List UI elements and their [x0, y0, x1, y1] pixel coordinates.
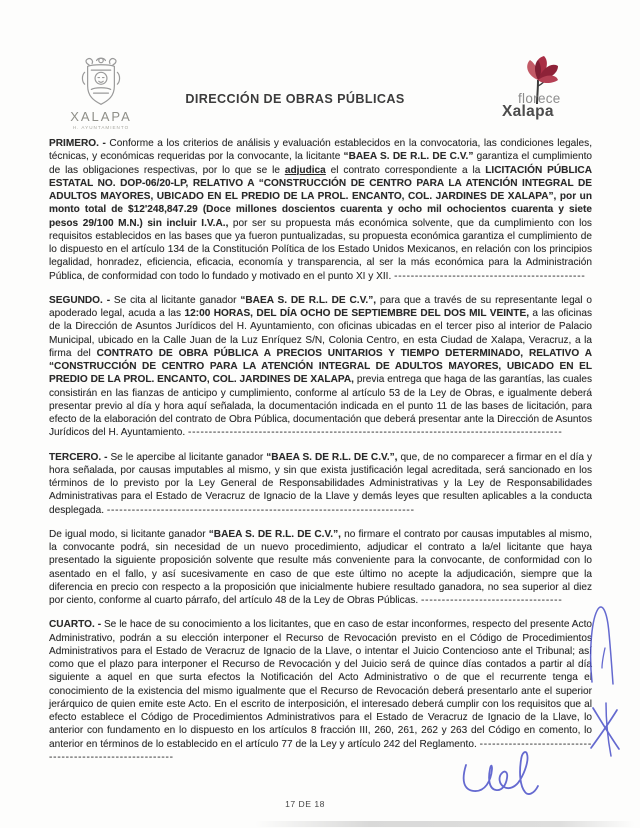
dash-filler: --------------------------------------------------------------------------: [106, 504, 415, 516]
crest-wordmark: XALAPA: [70, 109, 132, 124]
dash-filler: ----------------------------------: [421, 595, 563, 606]
paragraph: [49, 294, 592, 440]
text-run: De igual modo, si licitante ganador: [49, 528, 209, 540]
dash-filler: ---------------------------------------------------------: [49, 738, 592, 763]
text-run: “BAEA S. DE R.L. DE C.V.”,: [208, 528, 341, 540]
text-run: Se le hace de su conocimiento a los licitantes, que en caso de estar inconformes, respecto del presente Acto Administrativo, podrán a su elección interponer el Recurso de Revocación previsto en el Código de Procedimientos Administrativos para el Estado de Veracruz de Ignacio de la Llave, o intentar el Juicio Contencioso ante el Tribunal; así como que el plazo para interponer el Recurso de Revocación y del Juicio será de quince días contados a partir al día siguiente a aquel en que surta efectos la Notificación del Acto Administrativo o de que el recurrente tenga el conocimiento de la existencia del mismo igualmente que el Recurso de Revocación deberá presentarlo ante el superior jerárquico de quien emite este Acto. En el escrito de interposición, el interesado deberá cumplir con los requisitos que al efecto establece el Código de Procedimientos Administrativos para el Estado de Veracruz de Ignacio de la Llave, lo anterior con fundamento en lo dispuesto en los artículos 8 fracción III, 260, 261, 262 y 263 del Código en comento, lo anterior en términos de lo establecido en el artículo 77 de la Ley y artículo 242 del Reglamento.: [49, 619, 592, 750]
paragraph: [49, 618, 592, 764]
text-run: “BAEA S. DE R.L. DE C.V.”: [343, 151, 474, 163]
text-run: adjudica: [284, 164, 326, 176]
x-pen-mark-icon: [591, 703, 619, 756]
xalapa-label: Xalapa: [502, 103, 554, 120]
xalapa-crest-logo: [58, 56, 144, 130]
text-run: PRIMERO. -: [49, 138, 110, 149]
document-body: [49, 137, 592, 775]
text-run: que, de no comparecer a firmar en el día y hora señalada, por causas imputables al mismo, y sin que exista justificación legal acreditada, será sancionado en los términos de lo previsto por la Ley General de Responsabilidades Administrativas y la Ley de Responsabilidades Administrativas para el Estado de Veracruz de Ignacio de la Llave y demás leyes que resulten aplicables a la conducta desplegada.: [49, 451, 593, 516]
page-title: DIRECCIÓN DE OBRAS PÚBLICAS: [185, 92, 405, 106]
text-run: Se le apercibe al licitante ganador: [110, 451, 267, 463]
text-run: 12:00 HORAS, DEL DÍA OCHO DE SEPTIEMBRE DEL DOS MIL VEINTE,: [184, 308, 529, 319]
text-run: por ser su propuesta más económica solvente, que da cumplimiento con los requisitos establecidos en las bases que ya fueron puntualizadas, su propuesta económica garantiza el cumplimiento de lo dispuesto en el artículo 134 de la Constitución Política de los Estado Unidos Mexicanos, en relación con los principios legalidad, honradez, eficiencia, eficacia, economía y transparencia, al ser la más económica para la Administración Pública, de conformidad con todo lo fundado y motivado en el punto XI y XII.: [49, 217, 592, 282]
paragraph: [49, 528, 592, 608]
scan-edge-artifact: [255, 821, 635, 827]
text-run: para que a través de su representante legal o apoderado legal, acuda a las: [49, 294, 592, 319]
text-run: no firmare el contrato por causas imputables al mismo, la convocante podrá, sin necesidad de un nuevo procedimiento, adjudicar el contrato a la/el licitante que haya presentado la siguiente proposición solvente que resulte más conveniente para la convocante, de conformidad con lo asentado en el fallo, y así sucesivamente en caso de que este último no acepte la adjudicación, siempre que la diferencia en precio con respecto a la proposición que inicialmente hubiere resultado ganadora, no sea superior al diez por ciento, conforme al cuarto párrafo, del artículo 48 de la Ley de Obras Públicas.: [49, 528, 593, 606]
paragraph: [49, 137, 592, 283]
page-number: 17 DE 18: [285, 799, 325, 809]
text-run: LICITACIÓN PÚBLICA ESTATAL NO. DOP-06/20-LP, RELATIVO A “CONSTRUCCIÓN DE CENTRO PARA LA ATENCIÓN INTEGRAL DE ADULTOS MAYORES, UBICADO EN EL PREDIO DE LA PROL. ENCANTO, COL. JARDINES DE XALAPA”, por un monto total de $12'248,847.29 (Doce millones doscientos cuarenta y ocho mil ochocientos cuarenta y siete pesos 29/100 M.N.) sin incluir I.V.A.,: [49, 164, 592, 229]
text-run: CONTRATO DE OBRA PÚBLICA A PRECIOS UNITARIOS Y TIEMPO DETERMINADO, RELATIVO A “CONSTRUCCIÓN DE CENTRO PARA LA ATENCIÓN INTEGRAL DE ADULTOS MAYORES, UBICADO EN EL PREDIO DE LA PROL. ENCANTO, COL. JARDINES DE XALAPA,: [49, 347, 592, 386]
text-run: previa entrega que haga de las garantías, las cuales consistirán en las fianzas de anticipo y cumplimiento, conforme al artículo 53 de la Ley de Obras, e igualmente deberá presentar previo al día y hora aquí señalada, la documentación indicada en el punto 11 de las bases de licitación, para efecto de la elaboración del contrato de Obra Pública, documentación que deberá presentar ante la Dirección de Asuntos Jurídicos del H. Ayuntamiento.: [49, 374, 592, 439]
text-run: TERCERO. -: [49, 451, 111, 463]
document-header: [0, 54, 640, 134]
coat-of-arms-icon: [78, 56, 124, 108]
text-run: “BAEA S. DE R.L. DE C.V.”,: [266, 451, 398, 463]
text-run: garantiza el cumplimiento de las obligaciones respectivas, por lo que se le: [49, 151, 592, 176]
florece-xalapa-logo: [498, 54, 598, 132]
text-run: SEGUNDO. -: [49, 294, 114, 306]
crest-subtitle: H. AYUNTAMIENTO: [72, 125, 130, 130]
text-run: “BAEA S. DE R.L. DE C.V.”,: [240, 294, 377, 306]
text-run: el contrato correspondiente a la: [325, 164, 486, 176]
text-run: Conforme a los criterios de análisis y evaluación establecidos en la convocatoria, las condiciones legales, técnicas, y económicas requeridas por la convocante, la licitante: [49, 138, 592, 163]
florece-label: florece: [518, 91, 561, 106]
text-run: a las oficinas de la Dirección de Asuntos Jurídicos del H. Ayuntamiento, con oficinas ubicadas en el tercer piso al interior de Palacio Municipal, ubicado en la Calle Juan de la Luz Enríquez S/N, Colonia Centro, en esta Ciudad de Xalapa, Veracruz, a la firma del: [49, 308, 592, 359]
text-run: Se cita al licitante ganador: [113, 294, 241, 306]
arch-pen-mark-icon: [591, 607, 613, 684]
dash-filler: ------------------------------------------------------------------------------------------: [187, 427, 563, 439]
paragraph: [49, 451, 592, 517]
text-run: CUARTO. -: [49, 619, 104, 631]
dash-filler: ----------------------------------------------: [394, 270, 586, 282]
